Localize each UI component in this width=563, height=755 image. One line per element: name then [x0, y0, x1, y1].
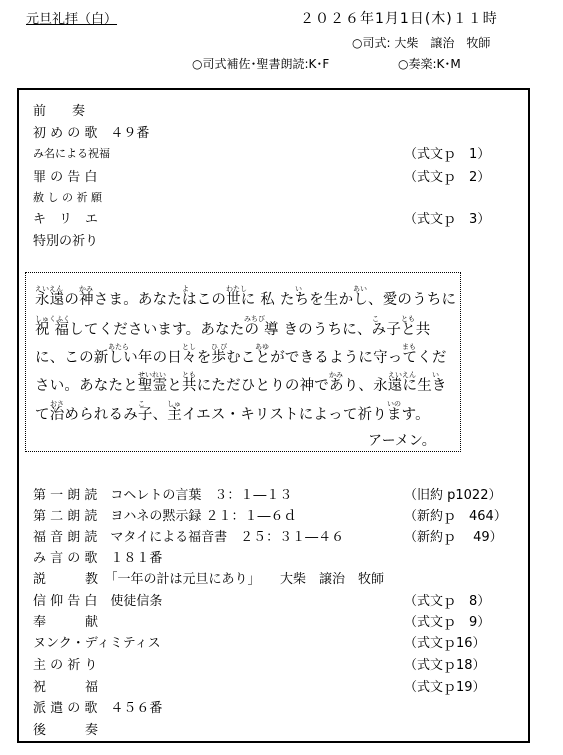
furigana-reading: みちび — [244, 315, 265, 323]
furigana-reading: こ — [138, 400, 145, 408]
prayer-line: 祝 福してくださいます。あなたの 導 きのうちに、み子と共 — [35, 322, 431, 338]
furigana-reading: えいえん — [388, 371, 416, 379]
order-item-ref: （式文ｐ 9） — [404, 615, 491, 630]
prayer-line: 永遠の神さま。あなたはこの世に 私 たちを生かし、愛のうちに — [35, 292, 457, 308]
prayer-line: さい。あなたと聖霊と共にただひとりの神であり、永遠に生き — [35, 378, 447, 394]
order-item: 主 の 祈 り — [33, 658, 98, 673]
order-item: 第 二 朗 読 ヨハネの黙示録 ２１：１―６ｄ — [33, 509, 297, 524]
order-item: 福 音 朗 読 マタイによる福音書 ２５：３１―４６ — [33, 530, 345, 545]
order-item: み名による祝福 — [33, 147, 110, 160]
order-item: ヌンク・ディミティス — [33, 636, 161, 651]
order-item: 第 一 朗 読 コヘレトの言葉 ３：１―１３ — [33, 488, 293, 503]
order-item: キ リ エ — [33, 212, 99, 227]
order-item-ref: （式文ｐ18） — [404, 658, 486, 673]
furigana-reading: いの — [387, 400, 401, 408]
assistant-line: ○司式補佐･聖書朗読:K･F — [192, 57, 330, 71]
furigana-reading: とも — [182, 371, 196, 379]
order-item-ref: （式文ｐ16） — [404, 636, 486, 651]
furigana-reading: まも — [402, 343, 416, 351]
order-item: 前 奏 — [33, 104, 86, 119]
order-item: 特別の祈り — [33, 234, 99, 249]
organist-line: ○奏楽:K･M — [398, 57, 461, 71]
order-item: 赦 し の 祈 願 — [33, 191, 102, 204]
order-item: 派 遣 の 歌 ４５６番 — [33, 701, 163, 716]
order-item-ref: （式文ｐ19） — [404, 680, 486, 695]
order-item: み 言 の 歌 １８１番 — [33, 551, 163, 566]
furigana-reading: せいれい — [138, 371, 166, 379]
furigana-reading: えいえん — [35, 285, 63, 293]
furigana-reading: あゆ — [255, 343, 269, 351]
order-item-ref: （新約ｐ 49） — [404, 530, 503, 545]
presider-line: ○司式: 大柴 譲治 牧師 — [352, 36, 491, 50]
amen: アーメン。 — [368, 433, 436, 449]
order-item-ref: （式文ｐ 3） — [404, 212, 491, 227]
order-item: 信 仰 告 白 使徒信条 — [33, 594, 163, 609]
service-date: ２０２６年1月1日(木)１１時 — [300, 11, 498, 27]
furigana-reading: よ — [182, 285, 189, 293]
furigana-reading: ひ び — [211, 343, 228, 351]
order-item: 祝 福 — [33, 680, 99, 695]
furigana-reading: い — [295, 285, 302, 293]
furigana-reading: とし — [182, 343, 196, 351]
prayer-line: に、この新しい年の日々を歩むことができるように守ってくだ — [35, 350, 447, 366]
order-item-ref: （新約ｐ 464） — [404, 509, 507, 524]
order-item: 説 教 「一年の計は元旦にあり」 大柴 譲治 牧師 — [33, 572, 385, 587]
order-item: 初 め の 歌 ４９番 — [33, 126, 150, 141]
furigana-reading: わたし — [226, 285, 247, 293]
furigana-reading: あい — [353, 285, 367, 293]
prayer-line: て治められるみ子、主イエス・キリストによって祈ります。 — [35, 407, 430, 423]
furigana-reading: とも — [401, 315, 415, 323]
furigana-reading: こ — [372, 315, 379, 323]
order-item-ref: （式文ｐ 8） — [404, 594, 491, 609]
order-item: 後 奏 — [33, 723, 99, 738]
furigana-reading: かみ — [79, 285, 93, 293]
order-item: 罪 の 告 白 — [33, 170, 98, 185]
furigana-reading: い — [432, 371, 439, 379]
order-item-ref: （式文ｐ 2） — [404, 170, 491, 185]
order-item-ref: （式文ｐ 1） — [404, 147, 491, 162]
furigana-reading: しゅ — [167, 400, 181, 408]
service-title: 元旦礼拝（白） — [26, 12, 118, 27]
furigana-reading: かみ — [329, 371, 343, 379]
furigana-reading: しゅくふく — [35, 315, 70, 323]
furigana-reading: あたら — [108, 343, 129, 351]
order-item: 奉 献 — [33, 615, 99, 630]
furigana-reading: おさ — [50, 400, 64, 408]
order-item-ref: （旧約 p1022） — [404, 488, 502, 503]
